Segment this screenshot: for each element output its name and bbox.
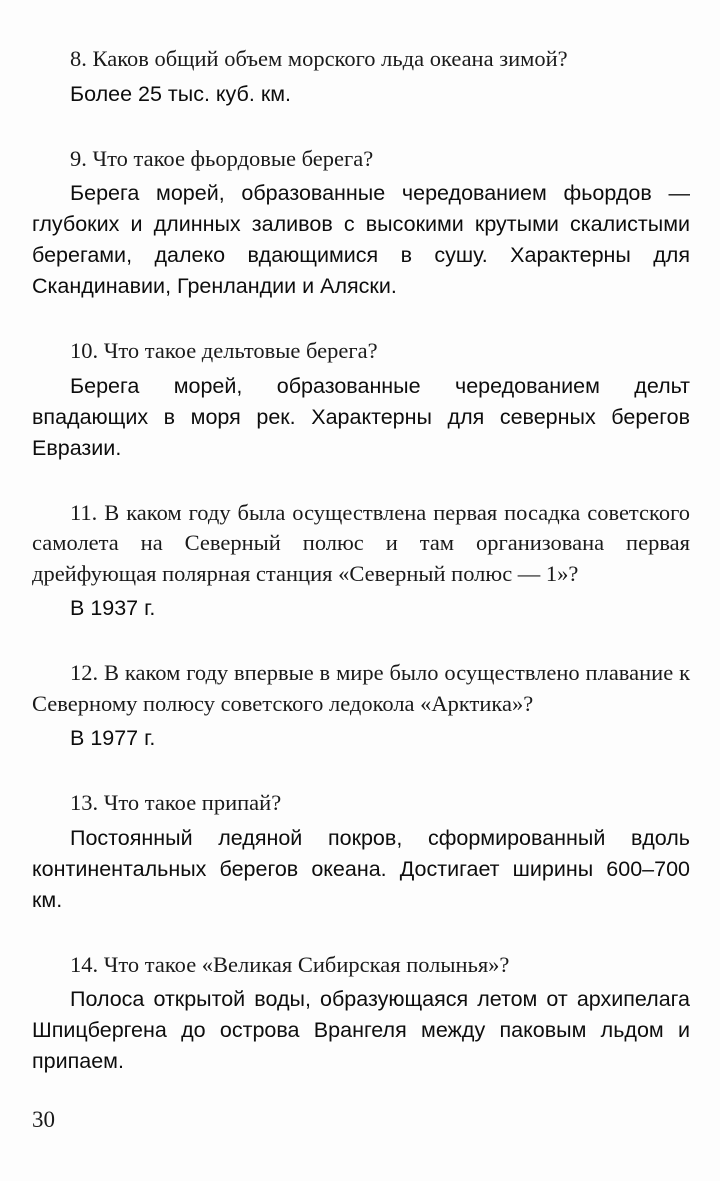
answer-9: Берега морей, образованные чередованием фьордов — глубоких и длинных заливов с высокими крутыми скалистыми берегами, далеко вдающимися в сушу. Характерны для Скандинавии, Гренландии и Аляски.	[32, 181, 690, 298]
qa-item-14	[32, 950, 690, 1078]
question-9: 9. Что такое фьордовые берега?	[70, 145, 374, 171]
question-13: 13. Что такое припай?	[70, 790, 282, 815]
answer-12: В 1977 г.	[70, 726, 156, 750]
answer-10: Берега морей, образованные чередованием дельт впадающих в моря рек. Характерны для северных берегов Евразии.	[32, 373, 690, 460]
qa-item-8	[32, 44, 690, 110]
qa-item-13	[32, 788, 690, 916]
qa-item-12	[32, 658, 690, 754]
page-content	[32, 44, 690, 1111]
answer-8: Более 25 тыс. куб. км.	[70, 81, 291, 106]
answer-11: В 1937 г.	[70, 596, 156, 620]
question-8: 8. Каков общий объем морского льда океана зимой?	[70, 46, 568, 71]
question-11: 11. В каком году была осуществлена первая посадка советского самолета на Северный полюс и там организована первая дрейфующая полярная станция «Северный полюс — 1»?	[32, 499, 690, 586]
answer-13: Постоянный ледяной покров, сформированный вдоль континентальных берегов океана. Достигает ширины 600–700 км.	[32, 825, 690, 912]
qa-item-11	[32, 498, 690, 625]
question-14: 14. Что такое «Великая Сибирская полынья»?	[70, 951, 510, 977]
qa-item-10	[32, 336, 690, 464]
question-12: 12. В каком году впервые в мире было осуществлено плавание к Северному полюсу советского ледокола «Арктика»?	[32, 660, 690, 716]
qa-item-9	[32, 144, 690, 303]
question-10: 10. Что такое дельтовые берега?	[70, 338, 378, 363]
answer-14: Полоса открытой воды, образующаяся летом от архипелага Шпицбергена до острова Врангеля между паковым льдом и припаем.	[32, 987, 690, 1073]
page-number: 30	[32, 1107, 55, 1132]
